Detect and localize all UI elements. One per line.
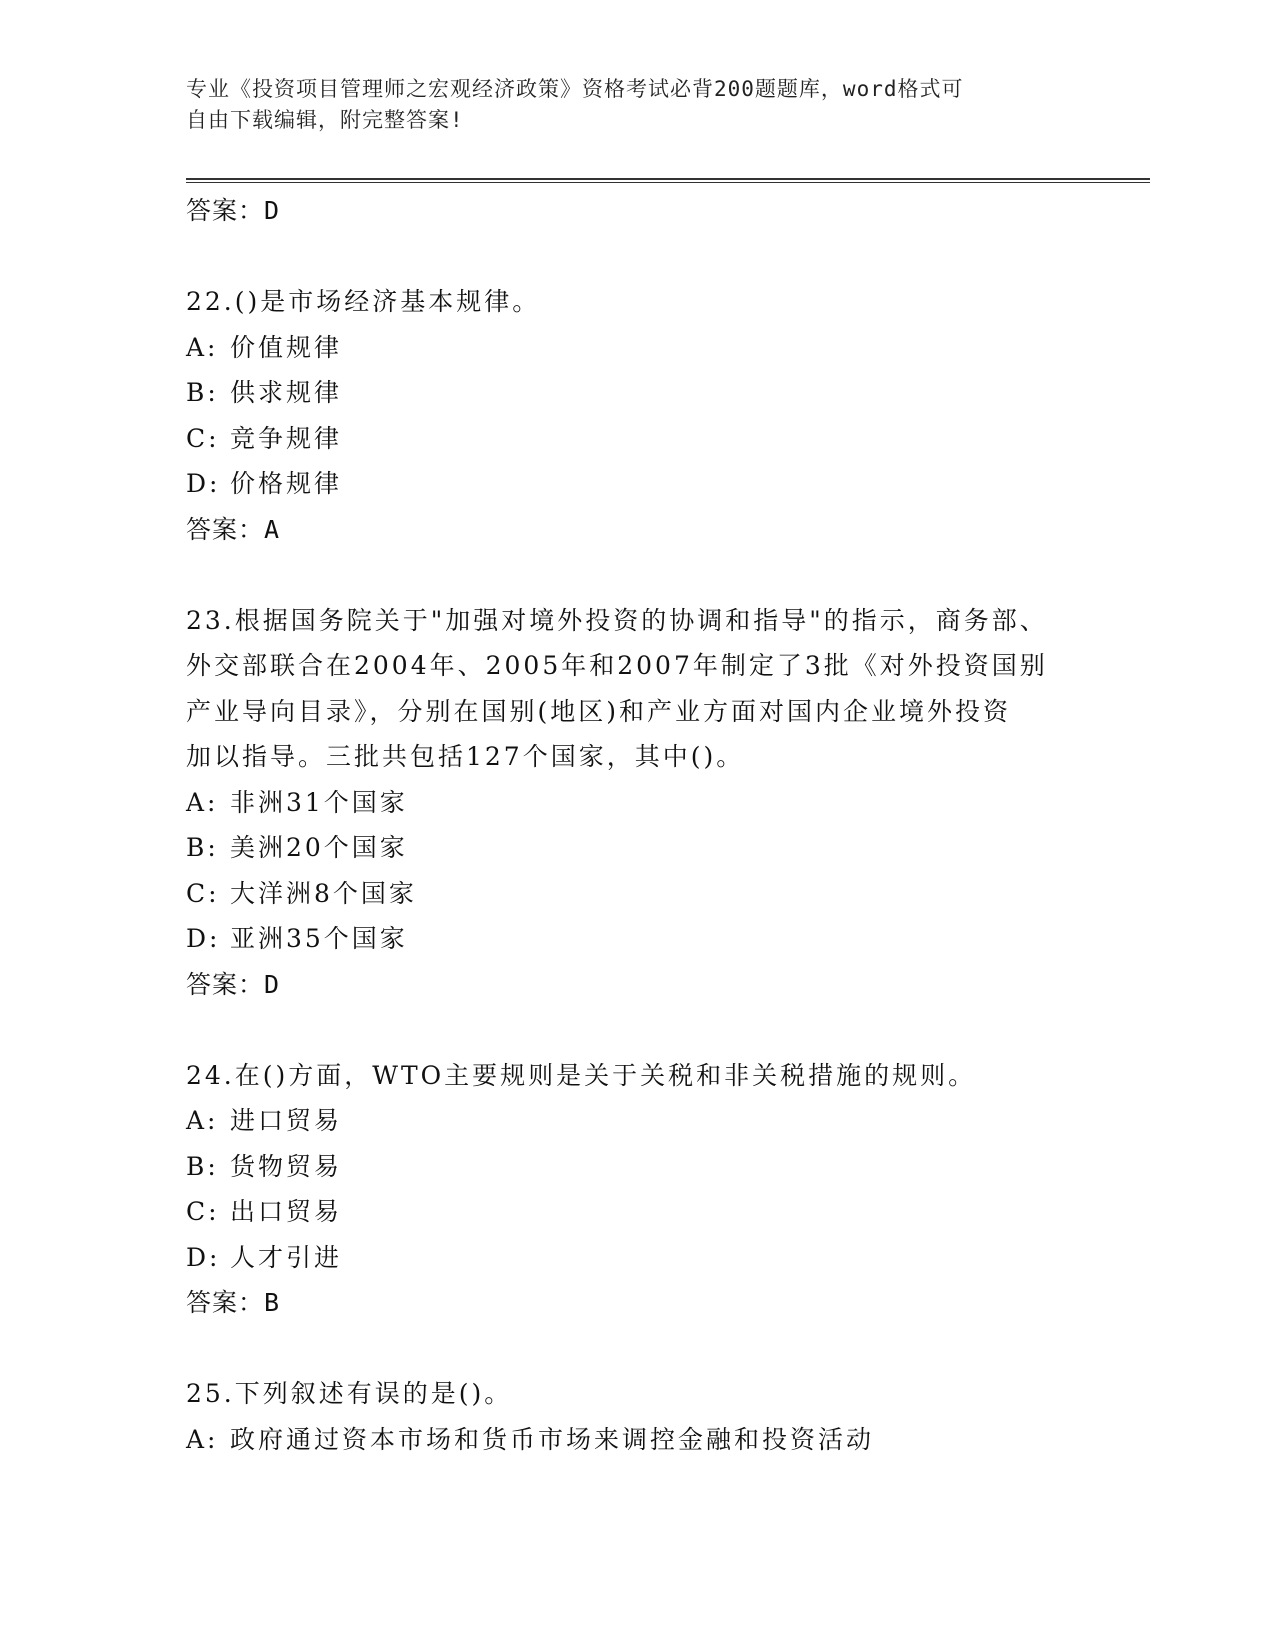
option-a	[186, 1417, 1066, 1463]
header-divider-thick	[186, 178, 1150, 180]
option-c	[186, 871, 1066, 917]
answer: 答案：A	[186, 514, 281, 544]
question-list	[186, 188, 1066, 1462]
option-prefix: D:	[186, 1242, 221, 1272]
option-c	[186, 416, 1066, 462]
question-22	[186, 279, 1066, 552]
option-prefix: D:	[186, 924, 221, 953]
answer: 答案：B	[186, 1288, 281, 1317]
previous-answer: 答案：D	[186, 196, 281, 225]
spacer	[186, 1326, 1066, 1372]
header-divider-thin	[186, 182, 1150, 183]
option-text: 美洲20个国家	[230, 833, 408, 862]
option-text: 供求规律	[230, 378, 343, 407]
option-prefix: C:	[186, 423, 220, 453]
option-prefix: B:	[186, 1151, 219, 1181]
option-prefix: B:	[186, 378, 219, 407]
question-stem: 产业导向目录》，分别在国别(地区)和产业方面对国内企业境外投资	[186, 696, 1012, 726]
spacer	[186, 234, 1066, 280]
option-prefix: B:	[186, 833, 219, 862]
option-text: 价值规律	[230, 332, 343, 362]
option-text: 人才引进	[230, 1242, 343, 1272]
option-b	[186, 370, 1066, 416]
option-d	[186, 1235, 1066, 1281]
question-stem: 22.()是市场经济基本规律。	[186, 287, 541, 316]
option-prefix: A:	[186, 1424, 219, 1454]
option-prefix: A:	[186, 787, 219, 817]
option-d	[186, 461, 1066, 507]
option-b	[186, 1144, 1066, 1190]
option-a	[186, 780, 1066, 826]
answer: 答案：D	[186, 969, 281, 999]
option-prefix: D:	[186, 469, 221, 498]
header-line-2: 自由下载编辑，附完整答案!	[186, 108, 464, 132]
option-a	[186, 1098, 1066, 1144]
option-c	[186, 1189, 1066, 1235]
question-stem: 23.根据国务院关于"加强对境外投资的协调和指导"的指示，商务部、	[186, 605, 1048, 635]
option-b	[186, 825, 1066, 871]
option-text: 大洋洲8个国家	[230, 878, 417, 908]
spacer	[186, 552, 1066, 598]
option-prefix: C:	[186, 878, 220, 908]
question-23	[186, 598, 1066, 1008]
page-header	[186, 74, 1066, 136]
option-text: 货物贸易	[230, 1151, 343, 1181]
header-line-1: 专业《投资项目管理师之宏观经济政策》资格考试必背200题题库，word格式可	[186, 77, 964, 101]
question-25	[186, 1371, 1066, 1462]
option-prefix: A:	[186, 332, 219, 362]
option-text: 价格规律	[230, 469, 343, 498]
option-text: 出口贸易	[230, 1197, 343, 1226]
question-24	[186, 1053, 1066, 1326]
option-text: 非洲31个国家	[230, 787, 408, 817]
option-text: 进口贸易	[230, 1106, 343, 1135]
question-stem: 24.在()方面，WTO主要规则是关于关税和非关税措施的规则。	[186, 1060, 977, 1090]
option-text: 亚洲35个国家	[230, 924, 408, 953]
question-stem: 加以指导。三批共包括127个国家，其中()。	[186, 742, 745, 771]
option-prefix: C:	[186, 1197, 220, 1226]
spacer	[186, 1007, 1066, 1053]
option-a	[186, 325, 1066, 371]
question-stem: 外交部联合在2004年、2005年和2007年制定了3批《对外投资国别	[186, 651, 1048, 680]
option-prefix: A:	[186, 1106, 219, 1135]
option-text: 政府通过资本市场和货币市场来调控金融和投资活动	[230, 1424, 875, 1454]
option-text: 竞争规律	[230, 423, 343, 453]
option-d	[186, 916, 1066, 962]
question-stem: 25.下列叙述有误的是()。	[186, 1379, 513, 1408]
